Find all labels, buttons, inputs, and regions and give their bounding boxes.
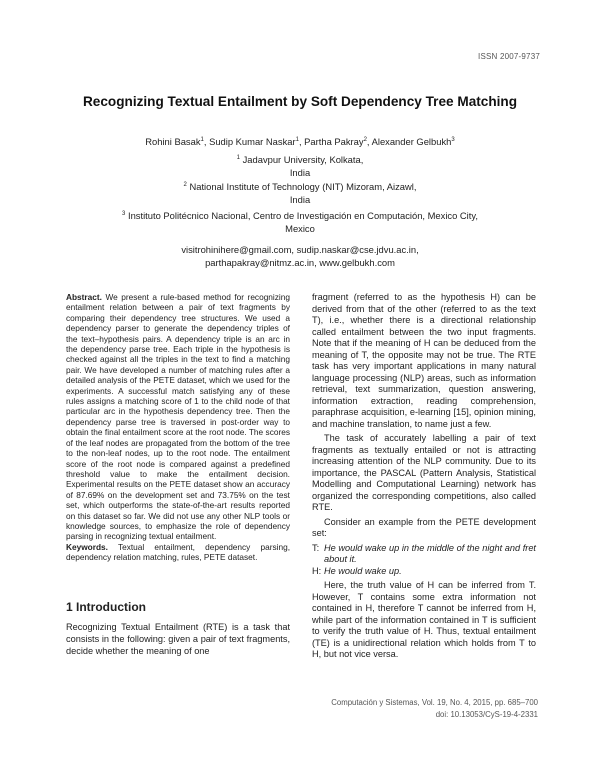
issn-number: ISSN 2007-9737 <box>478 52 540 61</box>
example-text: He would wake up in the middle of the night and fret about it. <box>324 542 536 564</box>
body-paragraph: Consider an example from the PETE development set: <box>312 516 536 538</box>
body-paragraph: The task of accurately labelling a pair of text fragments as textually entailed or not is attracting increasing attention of the NLP community. Due to its importance, the PASCAL (Pattern Analysis, Statistical Modelling and Computational Learning) network has organized the corresponding competitions, also called RTE. <box>312 433 536 512</box>
author-name: Partha Pakray <box>304 136 364 147</box>
right-column <box>312 292 536 661</box>
affiliation <box>100 153 500 179</box>
abstract-text: We present a rule-based method for recognizing entailment relation between a pair of text fragments by comparing their dependency tree structures. We used a dependency parser to generate the dependency triples of the text–hypothesis pairs. A dependency triple is an arc in the dependency parse tree. Each triple in the hypothesis is checked against all the triples in the text to find a matching pair. We have developed a number of matching rules after a detailed analysis of the PETE dataset, which we used for the experiments. A successful match satisfying any of these rules assigns a matching score of 1 to the child node of that particular arc in the hypothesis dependency tree. Then the dependency parse tree is traversed in post-order way to obtain the final entailment score at the root node. The scores of the leaf nodes are propagated from the bottom of the tree to the non-leaf nodes, up to the root node. The entailment score of the root node is compared against a predefined threshold value to make the entailment decision. Experimental results on the PETE dataset show an accuracy of 87.69% on the development set and 73.75% on the test set, which outperforms the state-of-the-art results reported on this dataset so far. We did not use any other NLP tools or knowledge sources, to emphasize the role of dependency parsing in recognizing textual entailment. <box>66 292 290 542</box>
author-emails <box>100 243 500 269</box>
journal-footer <box>331 697 538 720</box>
body-paragraph: fragment (referred to as the hypothesis H) can be derived from that of the other (referred to as the text T), i.e., whether there is a directional relationship called entailment between the two input fragments. Note that if the meaning of H can be deduced from the meaning of T, the opposite may not be true. The RTE task has very important applications in many natural language processing (NLP) areas, such as information retrieval, text summarization, question answering, information extraction, reading comprehension, paraphrase acquisition, e-learning [15], opinion mining, and machine translation, to name just a few. <box>312 292 536 429</box>
journal-citation: Computación y Sistemas, Vol. 19, No. 4, 2015, pp. 685–700 <box>331 698 538 707</box>
keywords-text: Textual entailment, dependency parsing, dependency relation matching, rules, PETE dataset. <box>66 541 290 563</box>
affiliation-mark: 2 <box>183 181 187 188</box>
author-affiliation-mark: 2 <box>363 136 367 143</box>
author-affiliation-mark: 1 <box>200 136 204 143</box>
affiliation-country: India <box>289 194 311 205</box>
affiliation-line: National Institute of Technology (NIT) Mizoram, Aizawl, <box>189 181 417 192</box>
author-affiliation-mark: 3 <box>451 136 455 143</box>
affiliation-mark: 3 <box>122 210 126 217</box>
affiliation-country: Mexico <box>285 223 315 234</box>
doi: doi: 10.13053/CyS-19-4-2331 <box>435 709 538 719</box>
section-heading-introduction: 1 Introduction <box>66 600 146 614</box>
abstract <box>66 292 290 542</box>
example-pair <box>312 543 536 578</box>
affiliation-line: Jadavpur University, Kolkata, <box>242 154 364 165</box>
affiliation <box>100 209 500 235</box>
email-line: visitrohinihere@gmail.com, sudip.naskar@cse.jdvu.ac.in, <box>181 244 419 255</box>
author-list: Rohini Basak$^1$, Sudip Kumar Naskar$^1$, Partha Pakray$^2$, Alexander Gelbukh$^3$ <box>145 136 455 147</box>
keywords-label: Keywords. <box>66 541 108 552</box>
example-hypothesis: He would wake up. <box>324 565 402 576</box>
example-hypothesis-label: H: <box>312 565 322 576</box>
author-name: Alexander Gelbukh <box>371 136 452 147</box>
paper-title: Recognizing Textual Entailment by Soft Dependency Tree Matching <box>82 94 518 109</box>
example-text-row <box>312 543 536 566</box>
abstract-block <box>66 292 290 563</box>
author-name: Sudip Kumar Naskar <box>209 136 296 147</box>
affiliation-line: Instituto Politécnico Nacional, Centro de Investigación en Computación, Mexico City, <box>127 210 478 221</box>
body-paragraph: Here, the truth value of H can be inferred from T. However, T contains some extra information not contained in H, therefore T cannot be inferred from H, while part of the information contained in T is sufficient to verify the truth value of H. Thus, textual entailment (TE) is a unidirectional relation which holds from T to H, but not vice versa. <box>312 580 536 659</box>
example-text-label: T: <box>312 542 320 553</box>
abstract-label: Abstract. <box>66 292 102 302</box>
affiliation <box>100 180 500 206</box>
author-affiliation-mark: 1 <box>295 136 299 143</box>
keywords <box>66 542 290 563</box>
example-hypothesis-row <box>312 566 536 578</box>
introduction-paragraph: Recognizing Textual Entailment (RTE) is a task that consists in the following: given a pair of text fragments, decide whether the meaning of one <box>66 622 290 657</box>
email-line: parthapakray@nitmz.ac.in, www.gelbukh.com <box>205 257 395 268</box>
author-name: Rohini Basak <box>145 136 201 147</box>
affiliation-country: India <box>289 167 311 178</box>
affiliation-mark: 1 <box>236 154 240 161</box>
